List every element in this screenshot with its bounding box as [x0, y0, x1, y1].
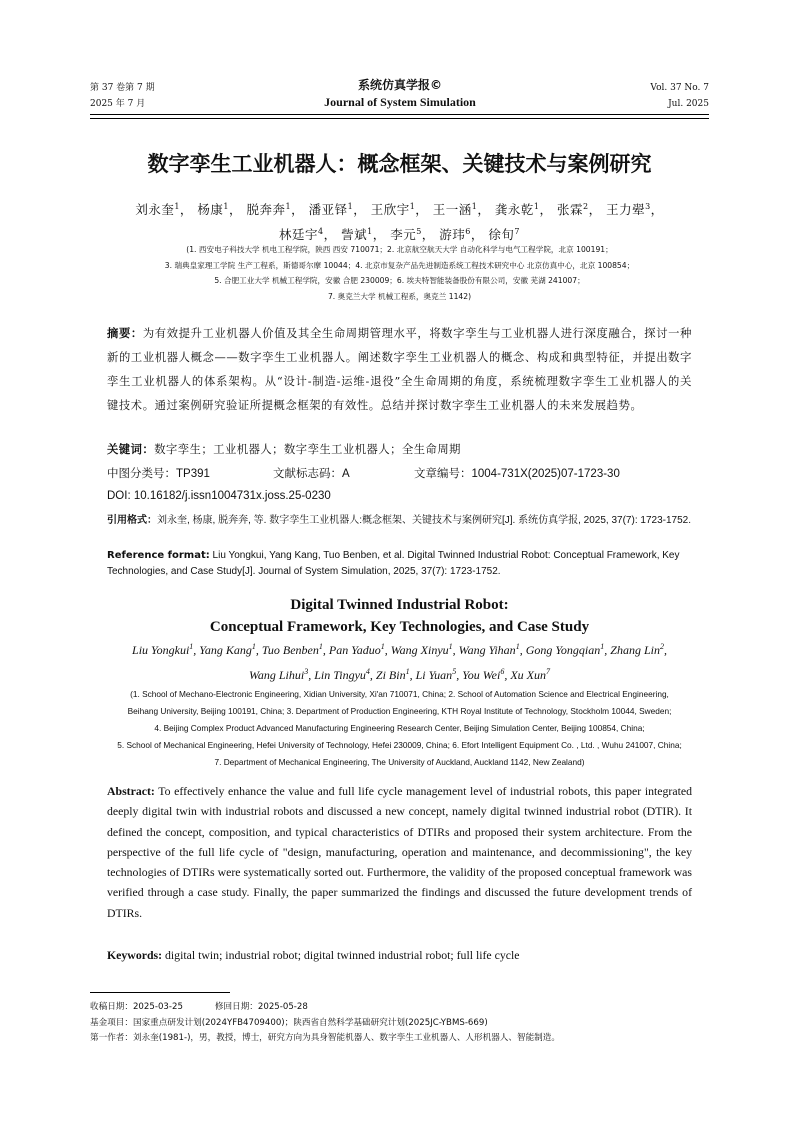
- affiliation-line: 4. Beijing Complex Product Advanced Manufacturing Engineering Research Center, Beijing Simulation Center, Beijing 100854, China;: [154, 723, 645, 733]
- author-affiliation-mark: 1: [380, 642, 385, 651]
- keywords-en-label: Keywords:: [107, 948, 163, 962]
- header-volume-cn: 第 37 卷第 7 期: [90, 83, 155, 93]
- authors-cn: 刘永奎$^1$， 杨康$^1$， 脱奔奔$^1$， 潘亚铎$^1$， 王欣宇$^1$， 王一涵$^1$， 龚永乾$^1$， 张霖$^2$， 王力翚$^3$， 林廷宇$^4$， 訾斌$^1$， 李元$^5$， 游玮$^6$， 徐旬$^7$: [135, 202, 664, 243]
- author-name: Zhang Lin: [610, 643, 660, 657]
- citation-cn-text: 刘永奎, 杨康, 脱奔奔, 等. 数字孪生工业机器人:概念框架、关键技术与案例研究[J]. 系统仿真学报, 2025, 37(7): 1723-1752.: [157, 515, 691, 526]
- affiliation-line: 7. Department of Mechanical Engineering, The University of Auckland, Auckland 1142, New Zealand): [214, 757, 585, 767]
- author-name: 刘永奎: [135, 202, 175, 218]
- author-name: 李元: [390, 227, 417, 243]
- keywords-en-text: digital twin; industrial robot; digital twinned industrial robot; full life cycle: [165, 948, 520, 962]
- doi: DOI: 10.16182/j.issn1004731x.joss.25-0230: [107, 490, 331, 502]
- author-affiliation-mark: 2: [659, 642, 664, 651]
- author-affiliation-mark: 1: [318, 642, 323, 651]
- citation-en-text: Liu Yongkui, Yang Kang, Tuo Benben, et al. Digital Twinned Industrial Robot: Conceptual Framework, Key Technologies, and Case Study[J]. Journal of System Simulation, 2025, 37(7): 1723-1752.: [107, 550, 680, 577]
- authors-en: Liu Yongkui$^1$, Yang Kang$^1$, Tuo Benben$^1$, Pan Yaduo$^1$, Wang Xinyu$^1$, Wang Yihan$^1$, Gong Yongqian$^1$, Zhang Lin$^2$, Wang Lihui$^3$, Lin Tingyu$^4$, Zi Bin$^1$, Li Yuan$^5$, You Wei$^6$, Xu Xun$^7$: [132, 642, 667, 682]
- affiliation-line: 3. 瑞典皇家理工学院 生产工程系，斯德哥尔摩 10044；4. 北京市复杂产品先进制造系统工程技术研究中心 北京仿真中心，北京 100854；: [164, 260, 635, 270]
- header-volume-issue: [90, 80, 155, 112]
- affiliation-line: (1. School of Mechano-Electronic Engineering, Xidian University, Xi'an 710071, China; 2. School of Automation Science and Electrical Engineering,: [130, 689, 669, 699]
- affiliation-line: Beihang University, Beijing 100191, China; 3. Department of Production Engineering, KTH Royal Institute of Technology, Stockholm 10044, Sweden;: [127, 706, 672, 716]
- footnote-author: 第一作者：刘永奎(1981-)，男，教授，博士，研究方向为具身智能机器人、数字孪生工业机器人、人形机器人、智能制造。: [90, 1033, 560, 1043]
- author-affiliation-mark: 1: [189, 642, 194, 651]
- citation-cn: [107, 513, 692, 529]
- affiliations-en: [60, 686, 739, 771]
- author-name: Wang Yihan: [458, 643, 516, 657]
- citation-cn-label: 引用格式：: [107, 515, 157, 526]
- author-affiliation-mark: 7: [514, 227, 520, 237]
- author-name: Lin Tingyu: [314, 668, 366, 682]
- author-name: 龚永乾: [494, 202, 534, 218]
- author-affiliation-mark: 1: [347, 202, 354, 211]
- affiliations-cn: [70, 242, 729, 304]
- author-affiliation-mark: 5: [416, 227, 422, 237]
- title-cn: 数字孪生工业机器人：概念框架、关键技术与案例研究: [147, 152, 652, 176]
- abstract-cn: [107, 322, 692, 418]
- author-affiliation-mark: 1: [251, 642, 256, 651]
- received-date: 收稿日期：2025-03-25: [90, 1002, 183, 1012]
- article-number: 文章编号：1004-731X(2025)07-1723-30: [414, 468, 620, 480]
- author-affiliation-mark: 1: [515, 642, 520, 651]
- header-date-en: Jul. 2025: [668, 99, 709, 109]
- author-name: Tuo Benben: [261, 643, 319, 657]
- author-name: 訾斌: [341, 227, 368, 243]
- header-vol-no: Vol. 37 No. 7: [650, 83, 709, 93]
- author-affiliation-mark: 1: [471, 202, 478, 211]
- author-affiliation-mark: 5: [452, 667, 457, 676]
- abstract-cn-label: 摘要：: [107, 327, 143, 340]
- footnote-fund: 基金项目：国家重点研发计划(2024YFB4709400)；陕西省自然科学基础研究计划(2025JC-YBMS-669): [90, 1018, 488, 1028]
- author-name: 张霖: [556, 202, 583, 218]
- abstract-en-label: Abstract:: [107, 784, 155, 798]
- citation-en: [107, 548, 692, 580]
- author-affiliation-mark: 1: [533, 202, 540, 211]
- affiliation-line: (1. 西安电子科技大学 机电工程学院，陕西 西安 710071；2. 北京航空航天大学 自动化科学与电气工程学院，北京 100191；: [186, 245, 613, 254]
- author-name: Wang Xinyu: [390, 643, 449, 657]
- header-date-cn: 2025 年 7 月: [90, 99, 146, 109]
- keywords-en: [107, 945, 692, 965]
- author-name: 王欣宇: [370, 202, 410, 218]
- keywords-cn-text: 数字孪生；工业机器人；数字孪生工业机器人；全生命周期: [154, 443, 461, 456]
- author-affiliation-mark: 3: [645, 202, 651, 211]
- author-affiliation-mark: 4: [318, 227, 324, 237]
- author-affiliation-mark: 1: [448, 642, 453, 651]
- author-name: 脱奔奔: [246, 202, 286, 218]
- author-name: 徐旬: [488, 227, 515, 243]
- author-name: Zi Bin: [375, 668, 406, 682]
- journal-name-cn: 系统仿真学报©: [357, 78, 442, 92]
- author-name: Pan Yaduo: [328, 643, 381, 657]
- author-name: Yang Kang: [199, 643, 252, 657]
- header-journal: [200, 76, 600, 110]
- revised-date: 修回日期：2025-05-28: [214, 1002, 308, 1012]
- title-en-line2: Conceptual Framework, Key Technologies, and Case Study: [209, 619, 590, 635]
- author-affiliation-mark: 1: [367, 227, 373, 237]
- header-volume-en: [650, 80, 709, 112]
- journal-name-en: Journal of System Simulation: [324, 95, 476, 109]
- footnote-dates: [90, 1000, 730, 1015]
- footnote-rule: [90, 992, 230, 993]
- header-rule-thin: [90, 118, 709, 119]
- author-affiliation-mark: 3: [304, 667, 309, 676]
- author-affiliation-mark: 6: [500, 667, 505, 676]
- author-affiliation-mark: 1: [405, 667, 410, 676]
- author-affiliation-mark: 1: [600, 642, 605, 651]
- abstract-en: [107, 781, 692, 923]
- author-affiliation-mark: 1: [174, 202, 180, 211]
- keywords-cn-label: 关键词：: [107, 443, 155, 456]
- header-rule-thick: [90, 114, 709, 115]
- affiliation-line: 5. School of Mechanical Engineering, Hefei University of Technology, Hefei 230009, China; 6. Efort Intelligent Equipment Co. , Ltd. , Wuhu 241007, China;: [117, 740, 682, 750]
- author-name: You Wei: [462, 668, 501, 682]
- author-affiliation-mark: 4: [365, 667, 370, 676]
- author-name: 林廷宇: [279, 227, 319, 243]
- author-affiliation-mark: 2: [582, 202, 589, 211]
- document-code: 文献标志码：A: [273, 468, 350, 480]
- author-name: Xu Xun: [510, 668, 546, 682]
- citation-en-label: Reference format:: [107, 550, 210, 561]
- author-name: 杨康: [197, 202, 224, 218]
- author-name: Li Yuan: [415, 668, 453, 682]
- author-name: Wang Lihui: [248, 668, 305, 682]
- author-affiliation-mark: 6: [465, 227, 471, 237]
- abstract-cn-text: 为有效提升工业机器人价值及其全生命周期管理水平，将数字孪生与工业机器人进行深度融合，探讨一种新的工业机器人概念——数字孪生工业机器人。阐述数字孪生工业机器人的概念、构成和典型特征，并提出数字孪生工业机器人的体系架构。从“设计-制造-运维-退役”全生命周期的角度，系统梳理数字孪生工业机器人的关键技术。通过案例研究验证所提概念框架的有效性。总结并探讨数字孪生工业机器人的未来发展趋势。: [107, 327, 692, 412]
- author-name: 王一涵: [432, 202, 472, 218]
- author-name: Liu Yongkui: [132, 643, 190, 657]
- author-affiliation-mark: 7: [546, 667, 550, 676]
- author-affiliation-mark: 1: [223, 202, 230, 211]
- affiliation-line: 7. 奥克兰大学 机械工程系，奥克兰 1142): [327, 291, 472, 301]
- abstract-en-text: To effectively enhance the value and full life cycle management level of industrial robots, this paper integrated deeply digital twin with industrial robots and discussed a new concept, namely digital twinned industrial robot (DTIR). It defined the concept, composition, and typical characteristics of DTIRs and proposed their system architecture. From the perspective of the full life cycle of "design, manufacturing, operation and maintenance, and decommissioning", the key technologies of DTIRs were systematically sorted out. Furthermore, the validity of the proposed conceptual framework was verified through a case study. Finally, the paper summarized the findings and discussed the future development trends of DTIRs.: [107, 784, 692, 920]
- author-name: 潘亚铎: [308, 202, 348, 218]
- title-en: [60, 594, 739, 638]
- author-name: Gong Yongqian: [525, 643, 601, 657]
- author-affiliation-mark: 1: [285, 202, 292, 211]
- keywords-cn: [107, 440, 692, 460]
- title-en-line1: Digital Twinned Industrial Robot:: [290, 597, 509, 613]
- author-affiliation-mark: 1: [409, 202, 416, 211]
- author-name: 游玮: [439, 227, 466, 243]
- author-name: 王力翚: [606, 202, 646, 218]
- clc-number: 中图分类号：TP391: [107, 468, 210, 480]
- affiliation-line: 5. 合肥工业大学 机械工程学院，安徽 合肥 230009；6. 埃夫特智能装备股份有限公司，安徽 芜湖 241007；: [214, 276, 585, 285]
